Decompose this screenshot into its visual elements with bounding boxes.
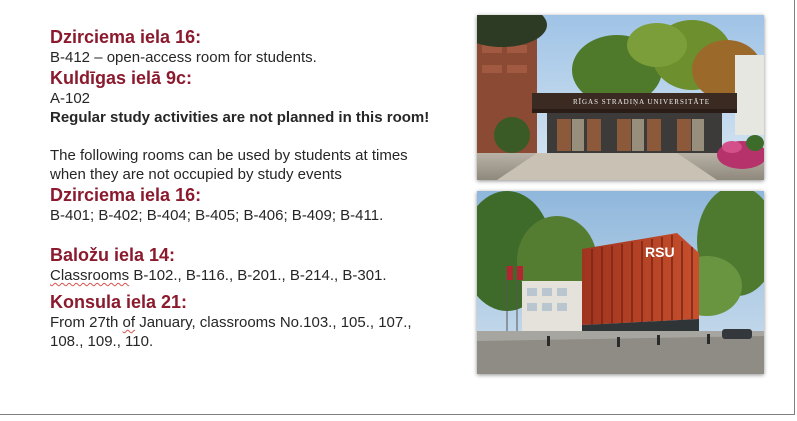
konsula-pre: From 27th	[50, 314, 123, 331]
heading-dzirciema-2: Dzirciema iela 16:	[50, 185, 202, 205]
room-list-konsula-2: 108., 109., 110.	[50, 333, 154, 350]
room-line-b412: B-412 – open-access room for students.	[50, 49, 317, 66]
university-entrance-photo	[477, 15, 764, 180]
heading-konsula: Konsula iela 21:	[50, 292, 188, 312]
info-line-2: when they are not occupied by study events	[50, 166, 342, 183]
konsula-post: January, classrooms No.103., 105., 107.,	[135, 314, 412, 331]
classrooms-list: B-102., B-116., B-201., B-214., B-301.	[129, 267, 387, 284]
konsula-of: of	[122, 314, 136, 331]
building-sign: RĪGAS STRADIŅA UNIVERSITĀTE	[573, 98, 711, 106]
room-list-dzirciema: B-401; B-402; B-404; B-405; B-406; B-409; B-411.	[50, 207, 384, 224]
room-list-balozu	[50, 266, 470, 285]
text-column	[50, 26, 470, 351]
classrooms-word: Classrooms	[50, 267, 130, 284]
heading-balozu: Baložu iela 14:	[50, 245, 176, 265]
rsu-building-photo	[477, 191, 764, 374]
heading-kuldigas: Kuldīgas ielā 9c:	[50, 68, 193, 88]
heading-dzirciema-1: Dzirciema iela 16:	[50, 27, 202, 47]
room-list-konsula-1	[50, 313, 470, 332]
warning-line: Regular study activities are not planned in this room!	[50, 109, 430, 126]
rsu-sign: RSU	[645, 244, 675, 260]
info-line-1: The following rooms can be used by students at times	[50, 147, 408, 164]
room-line-a102: A-102	[50, 90, 91, 107]
